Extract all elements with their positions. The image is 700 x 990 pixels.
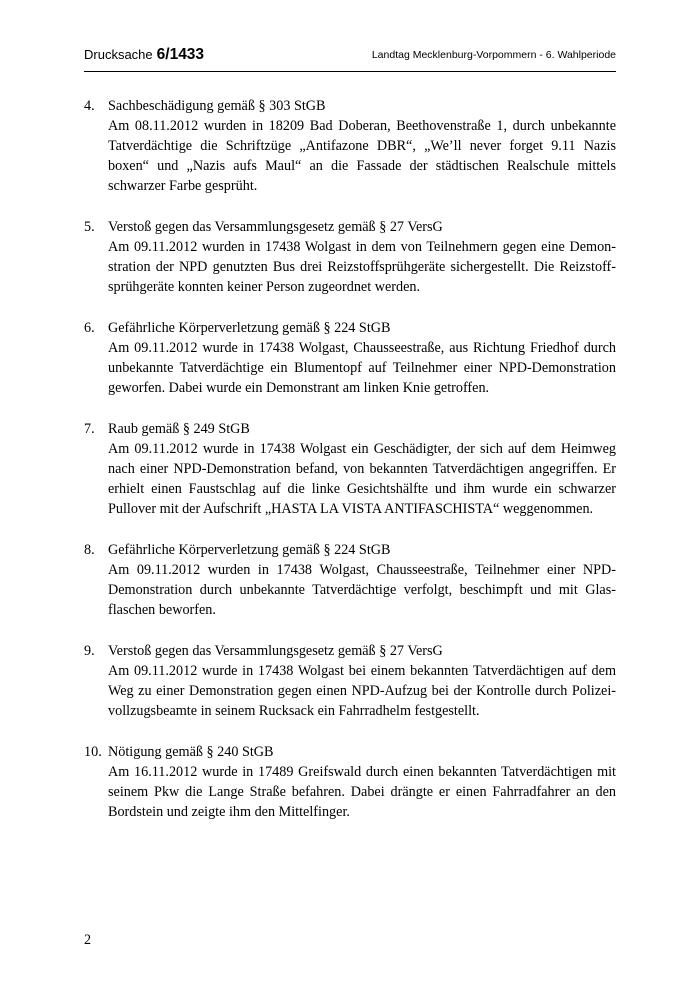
item-number: 10.: [84, 744, 102, 760]
page-number: 2: [84, 932, 92, 948]
item-title: Nötigung gemäß § 240 StGB: [108, 744, 274, 760]
drucksache-label: Drucksache: [84, 47, 153, 62]
item-body: Am 09.11.2012 wurde in 17438 Wolgast, Chausseestraße, aus Richtung Friedhof durch unbekannte Tatverdächtige ein Blumentopf auf Teilnehmer einer NPD-Demonstration geworfen. Dabei wurde ein Demonstrant am linken Knie getroffen.: [108, 340, 616, 396]
list-item: [84, 419, 616, 519]
parliament-title: Landtag Mecklenburg-Vorpommern - 6. Wahlperiode: [371, 49, 616, 61]
list-item: [84, 742, 616, 822]
list-item: [84, 318, 616, 398]
item-body: Am 16.11.2012 wurde in 17489 Greifswald durch einen bekannten Tatverdächtigen mit seinem Pkw die Lange Straße befahren. Dabei drängte er einen Fahrradfahrer an den Bordstein und zeigte ihm den Mittelfinger.: [108, 764, 616, 820]
item-number: 9.: [84, 643, 95, 659]
item-title: Gefährliche Körperverletzung gemäß § 224 StGB: [108, 542, 391, 558]
item-body: Am 09.11.2012 wurde in 17438 Wolgast bei einem bekannten Tatverdächtigen auf dem Weg zu einer Demonstration gegen einen NPD-Aufzug bei der Kontrolle durch Polizeivollzugsbeamte in seinem Rucksack ein Fahrradhelm festgestellt.: [108, 663, 616, 719]
item-body: Am 08.11.2012 wurden in 18209 Bad Doberan, Beethovenstraße 1, durch unbekannte Tatverdächtige die Schriftzüge „Antifazone DBR“, „We’ll never forget 9.11 Nazis boxen“ und „Nazis aufs Maul“ an die Fassade der städtischen Realschule mittels schwarzer Farbe gesprüht.: [108, 118, 616, 194]
item-body: Am 09.11.2012 wurden in 17438 Wolgast, Chausseestraße, Teilnehmer einer NPD-Demonstration durch unbekannte Tatverdächtige verfolgt, beschimpft und mit Glasflaschen beworfen.: [108, 562, 616, 618]
item-number: 7.: [84, 421, 95, 437]
list-item: [84, 641, 616, 721]
item-number: 4.: [84, 98, 95, 114]
item-title: Verstoß gegen das Versammlungsgesetz gemäß § 27 VersG: [108, 219, 443, 235]
header-divider: [84, 71, 616, 72]
item-title: Raub gemäß § 249 StGB: [108, 421, 250, 437]
item-body: Am 09.11.2012 wurde in 17438 Wolgast ein Geschädigter, der sich auf dem Heimweg nach einer NPD-Demonstration befand, von bekannten Tatverdächtigen angegriffen. Er erhielt einen Faustschlag auf die linke Gesichtshälfte und ihm wurde ein schwarzer Pullover mit der Aufschrift „HASTA LA VISTA ANTIFASCHISTA“ weggenommen.: [108, 441, 616, 517]
drucksache-number: 6/1433: [156, 46, 205, 63]
incident-list: [84, 96, 616, 843]
list-item: [84, 96, 616, 196]
drucksache-reference: [84, 46, 204, 64]
list-item: [84, 217, 616, 297]
item-number: 6.: [84, 320, 95, 336]
item-body: Am 09.11.2012 wurden in 17438 Wolgast in dem von Teilnehmern gegen eine Demonstration der NPD genutzten Bus drei Reizstoffsprühgeräte sichergestellt. Die Reizstoffsprühgeräte konnten keiner Person zugeordnet werden.: [108, 239, 616, 295]
list-item: [84, 540, 616, 620]
item-title: Gefährliche Körperverletzung gemäß § 224 StGB: [108, 320, 391, 336]
item-title: Verstoß gegen das Versammlungsgesetz gemäß § 27 VersG: [108, 643, 443, 659]
item-title: Sachbeschädigung gemäß § 303 StGB: [108, 98, 326, 114]
item-number: 8.: [84, 542, 95, 558]
page-header: [84, 42, 616, 66]
item-number: 5.: [84, 219, 95, 235]
